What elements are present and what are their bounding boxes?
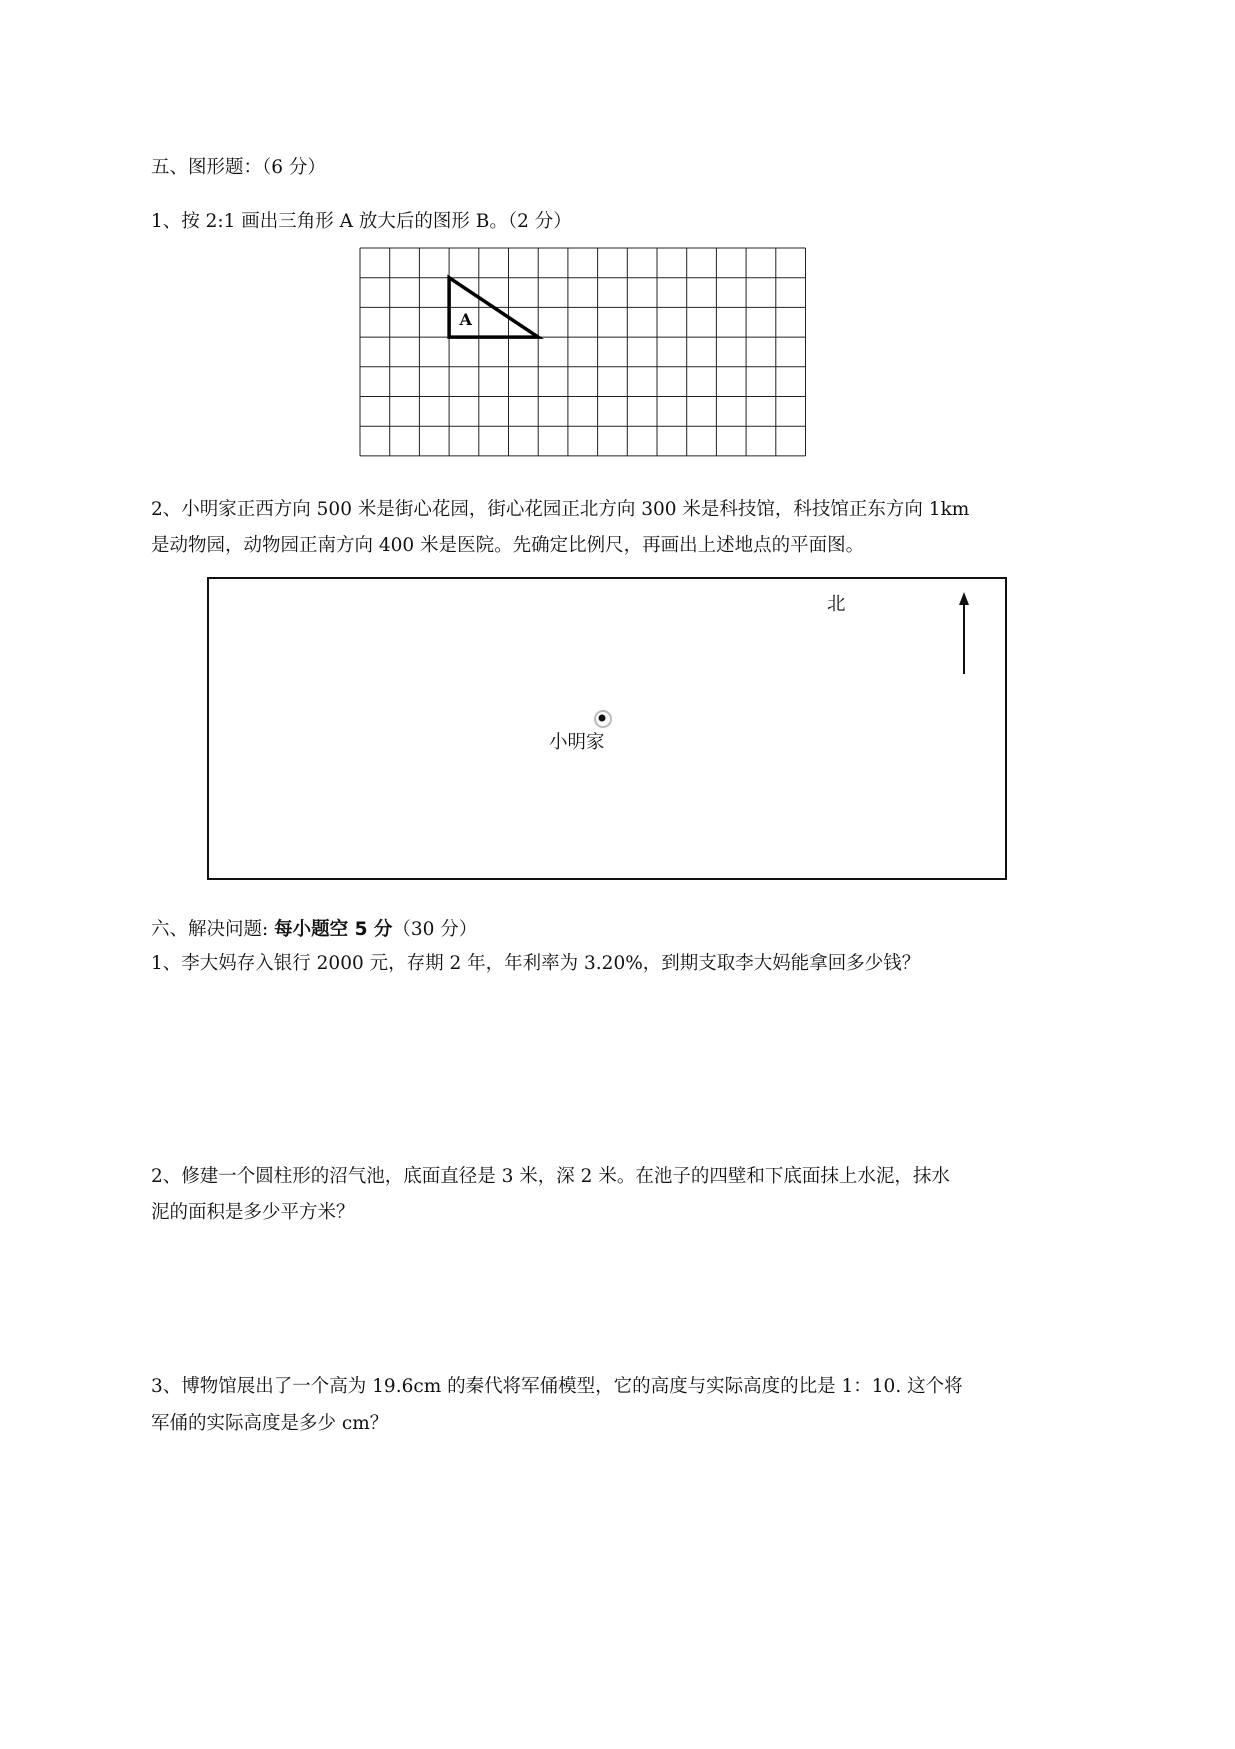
section5-question-1: 1、按 2:1 画出三角形 A 放大后的图形 B。（2 分） — [151, 211, 572, 232]
home-point-icon — [599, 715, 606, 722]
north-arrow-head-icon — [959, 592, 969, 605]
section6-question-2-line2: 泥的面积是多少平方米？ — [151, 1202, 355, 1223]
section5-heading: 五、图形题：（6 分） — [151, 157, 326, 178]
section6-question-2-line1: 2、修建一个圆柱形的沼气池，底面直径是 3 米，深 2 米。在池子的四壁和下底面抹上水泥，抹水 — [151, 1166, 950, 1187]
square-grid — [359, 247, 807, 457]
section6-question-3-line2: 军俑的实际高度是多少 cm？ — [151, 1413, 389, 1434]
section6-heading-suffix: （30 分） — [392, 919, 478, 940]
section5-question-2-line2: 是动物园，动物园正南方向 400 米是医院。先确定比例尺，再画出上述地点的平面图。 — [151, 535, 865, 556]
triangle-a-label: A — [459, 310, 472, 330]
section6-question-3-line1: 3、博物馆展出了一个高为 19.6cm 的秦代将军俑模型，它的高度与实际高度的比是 1：10. 这个将 — [151, 1376, 963, 1397]
map-drawing-area — [207, 577, 1007, 880]
section5-question-2-line1: 2、小明家正西方向 500 米是街心花园，街心花园正北方向 300 米是科技馆，科技馆正东方向 1km — [151, 499, 970, 520]
section6-heading — [151, 918, 477, 942]
section6-heading-prefix: 六、解决问题: — [151, 919, 275, 940]
section6-question-1: 1、李大妈存入银行 2000 元，存期 2 年，年利率为 3.20%，到期支取李大妈能拿回多少钱？ — [151, 953, 921, 974]
home-label: 小明家 — [549, 732, 605, 753]
north-label: 北 — [827, 594, 846, 615]
section6-heading-bold: 每小题空 5 分 — [274, 919, 393, 940]
map-graphics — [209, 579, 1005, 878]
